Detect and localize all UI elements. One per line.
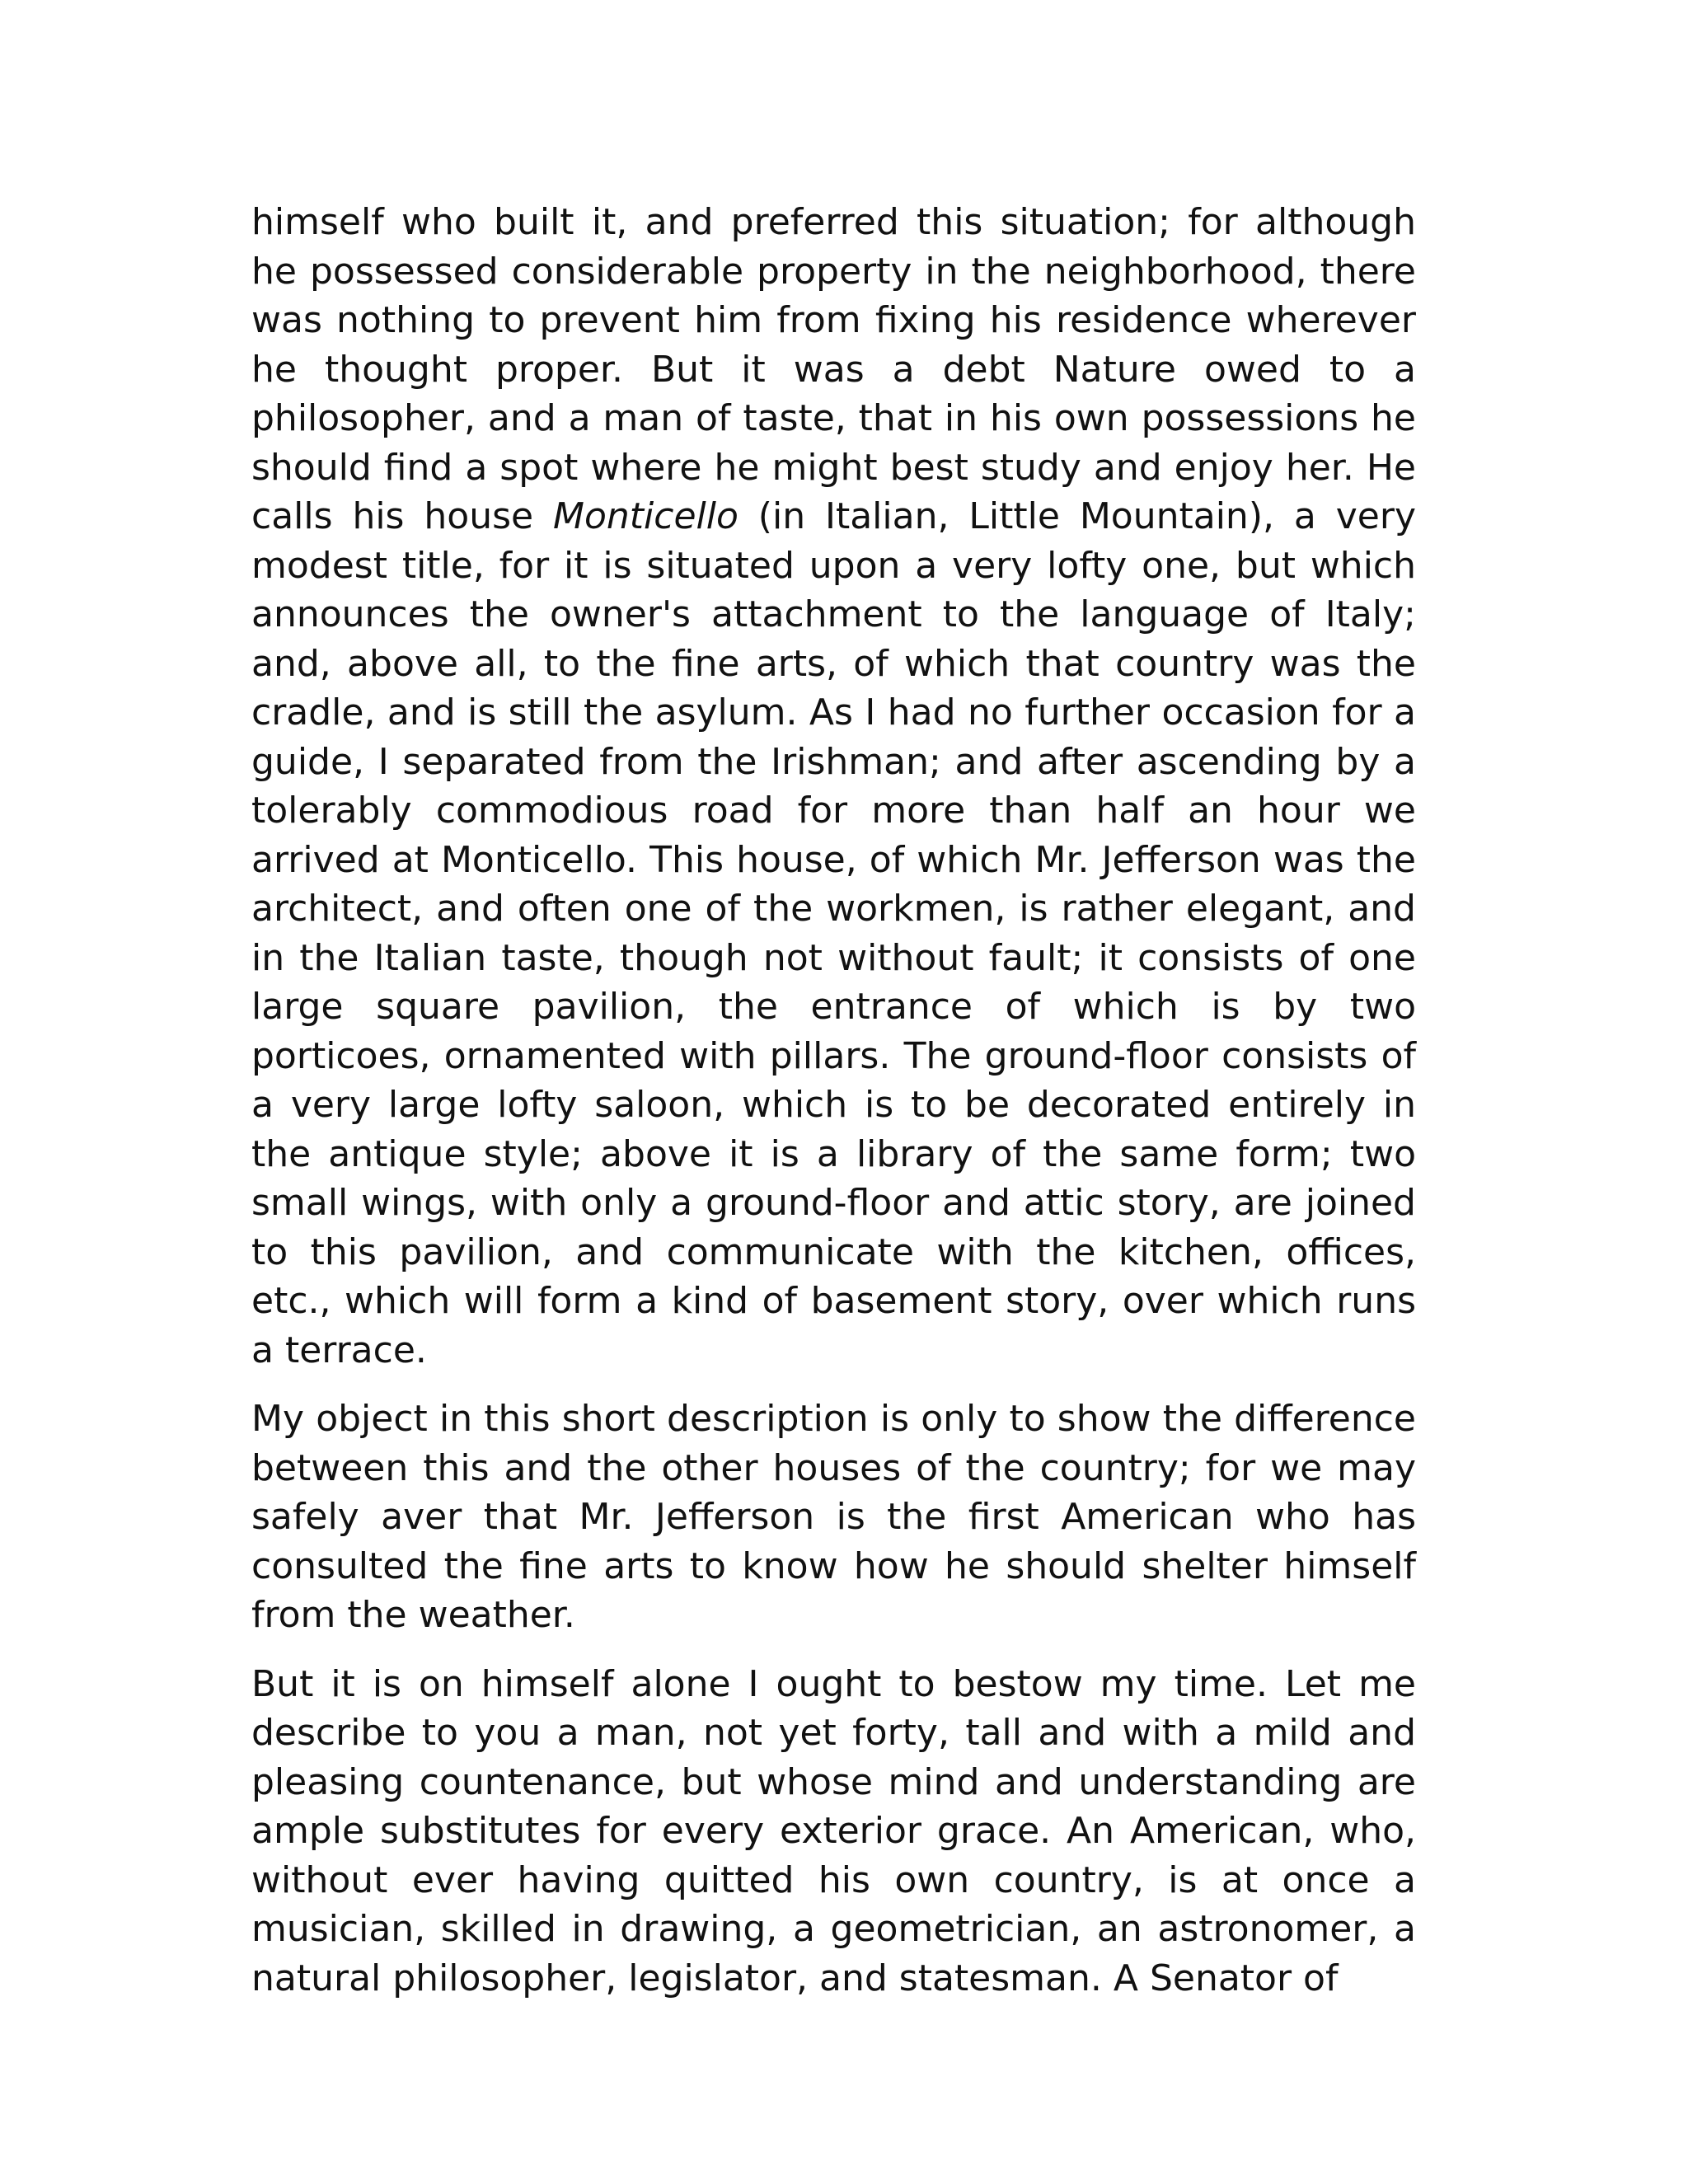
paragraph-1-text-start: himself who built it, and preferred this situation; for although he possessed considerable property in the neighborhood, there was nothing to prevent him from fixing his residence wherever he thought proper. But it was a debt Nature owed to a philosopher, and a man of taste, that in his own possessions he should find a spot where he might best study and enjoy her. He calls his house [251,201,1416,537]
monticello-italic: Monticello [553,495,738,537]
paragraph-2: My object in this short description is only to show the difference between this and the other houses of the country; for we may safely aver that Mr. Jefferson is the first American who has consulted the fine arts to know how he should shelter himself from the weather. [251,1398,1416,1636]
paragraph-1 [251,198,1416,1375]
document-page [251,198,1416,2003]
paragraph-1-text-end: (in Italian, Little Mountain), a very modest title, for it is situated upon a very lofty one, but which announces the owner's attachment to the language of Italy; and, above all, to the fine arts, of which that country was the cradle, and is still the asylum. As I had no further occasion for a guide, I separated from the Irishman; and after ascending by a tolerably commodious road for more than half an hour we arrived at Monticello. This house, of which Mr. Jefferson was the architect, and often one of the workmen, is rather elegant, and in the Italian taste, though not without fault; it consists of one large square pavilion, the entrance of which is by two porticoes, ornamented with pillars. The ground-floor consists of a very large lofty saloon, which is to be decorated entirely in the antique style; above it is a library of the same form; two small wings, with only a ground-floor and attic story, are joined to this pavilion, and communicate with the kitchen, offices, etc., which will form a kind of basement story, over which runs a terrace. [251,495,1416,1371]
paragraph-3: But it is on himself alone I ought to bestow my time. Let me describe to you a man, not yet forty, tall and with a mild and pleasing countenance, but whose mind and understanding are ample substitutes for every exterior grace. An American, who, without ever having quitted his own country, is at once a musician, skilled in drawing, a geometrician, an astronomer, a natural philosopher, legislator, and statesman. A Senator of [251,1662,1416,1999]
